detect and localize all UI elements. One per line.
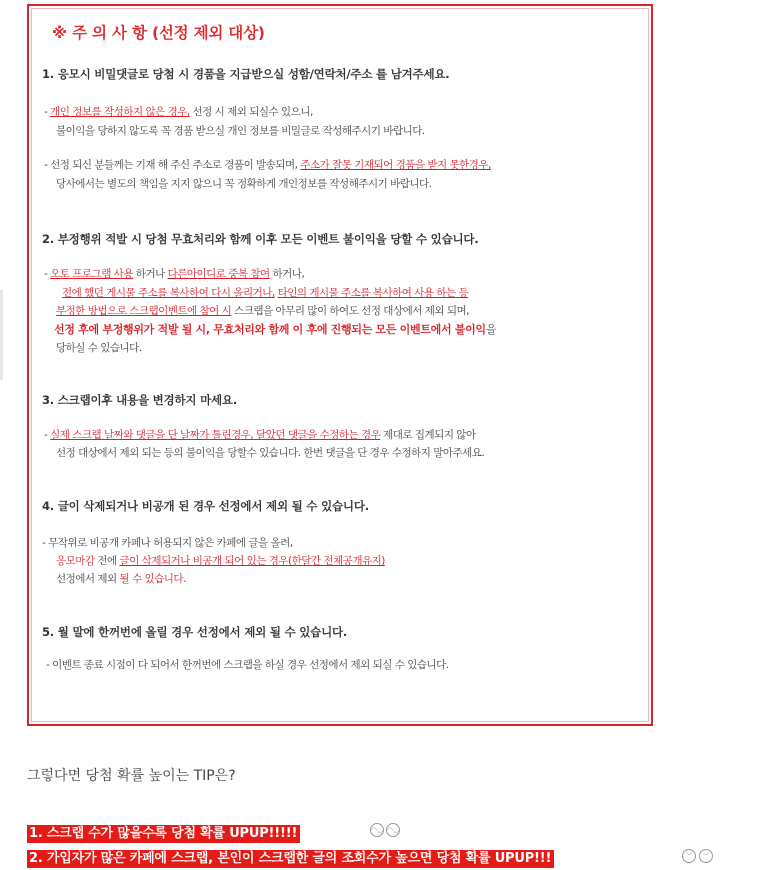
section-4-heading: 4. 글이 삭제되거나 비공개 된 경우 선정에서 제외 될 수 있습니다. [42,499,369,513]
section-2-line-2: 전에 했던 게시물 주소를 복사하여 다시 올리거나, 타인의 게시물 주소를 복사하여 사용 하는 등 [62,287,469,299]
section-2-line-3: 부정한 방법으로 스크랩이벤트에 참여 시 스크랩을 아무리 많이 하여도 선정 대상에서 제외 되며, [56,305,469,317]
section-1-heading: 1. 응모시 비밀댓글로 당첨 시 경품을 지급받으실 성함/연락처/주소 를 남겨주세요. [42,67,450,81]
section-2-heading: 2. 부정행위 적발 시 당첨 무효처리와 함께 이후 모든 이벤트 불이익을 당할 수 있습니다. [42,232,479,246]
section-4-line-3: 선정에서 제외 될 수 있습니다. [56,573,186,585]
section-5-heading: 5. 월 말에 한꺼번에 올릴 경우 선정에서 제외 될 수 있습니다. [42,625,348,639]
red-underlined-text: 개인 정보를 작성하지 않은 경우, [50,106,190,118]
section-1-line-2: 불이익을 당하지 않도록 꼭 경품 받으실 개인 정보를 비밀글로 작성해주시기 바랍니다. [56,125,425,137]
section-1-line-3: - 선정 되신 분들께는 기재 해 주신 주소로 경품이 발송되며, 주소가 잘못 기재되어 경품을 받지 못한경우, [44,159,491,171]
red-underlined-text: 주소가 잘못 기재되어 경품을 받지 못한경우, [300,159,491,171]
tip-2-banner: 2. 가입자가 많은 카페에 스크랩, 본인이 스크랩한 글의 조회수가 높으면 당첨 확률 UPUP!!! [27,850,554,868]
section-3-line-2: 선정 대상에서 제외 되는 등의 불이익을 당할수 있습니다. 한번 댓글을 단 경우 수정하지 말아주세요. [56,447,485,459]
section-4-line-2: 응모마감 전에 글이 삭제되거나 비공개 되어 있는 경우(한달간 전체공개유지) [56,555,385,567]
section-3-heading: 3. 스크랩이후 내용을 변경하지 마세요. [42,393,237,407]
section-2-line-4: 선정 후에 부정행위가 적발 될 시, 무효처리와 함께 이 후에 진행되는 모든 이벤트에서 불이익을 [54,323,497,336]
section-2-line-1: - 오토 프로그램 사용 하거나 다른아이디로 중복 참여 하거나, [44,268,305,280]
tip-1-banner: 1. 스크랩 수가 많을수록 당첨 확률 UPUP!!!!! [27,825,300,843]
notice-title: ※ 주 의 사 항 (선정 제외 대상) [52,24,265,42]
grin-emoticon-icon: ︶ [699,849,713,863]
section-1-line-4: 당사에서는 별도의 책임을 지지 않으니 꼭 정확하게 개인정보를 작성해주시기 바랍니다. [56,178,432,190]
section-2-line-5: 당하실 수 있습니다. [56,342,142,354]
left-edge-marker [0,290,3,380]
section-3-line-1: - 실제 스크랩 날짜와 댓글을 단 날짜가 틀린경우, 달았던 댓글을 수정하는 경우 제대로 집계되지 않아 [44,429,476,441]
section-1-line-1: - 개인 정보를 작성하지 않은 경우, 선정 시 제외 되실수 있으니, [44,106,313,118]
grin-emoticon-icon: ︶ [682,849,696,863]
section-4-line-1: - 무작위로 비공개 카페나 허용되지 않은 카페에 글을 올려, [42,537,293,549]
tip-question: 그렇다면 당첨 확률 높이는 TIP은? [27,768,236,784]
smile-emoticon-icon: ◠◡ [370,823,384,837]
smile-emoticon-icon: ◠◡ [386,823,400,837]
section-5-line-1: - 이벤트 종료 시점이 다 되어서 한꺼번에 스크랩을 하실 경우 선정에서 제외 되실 수 있습니다. [46,659,449,671]
